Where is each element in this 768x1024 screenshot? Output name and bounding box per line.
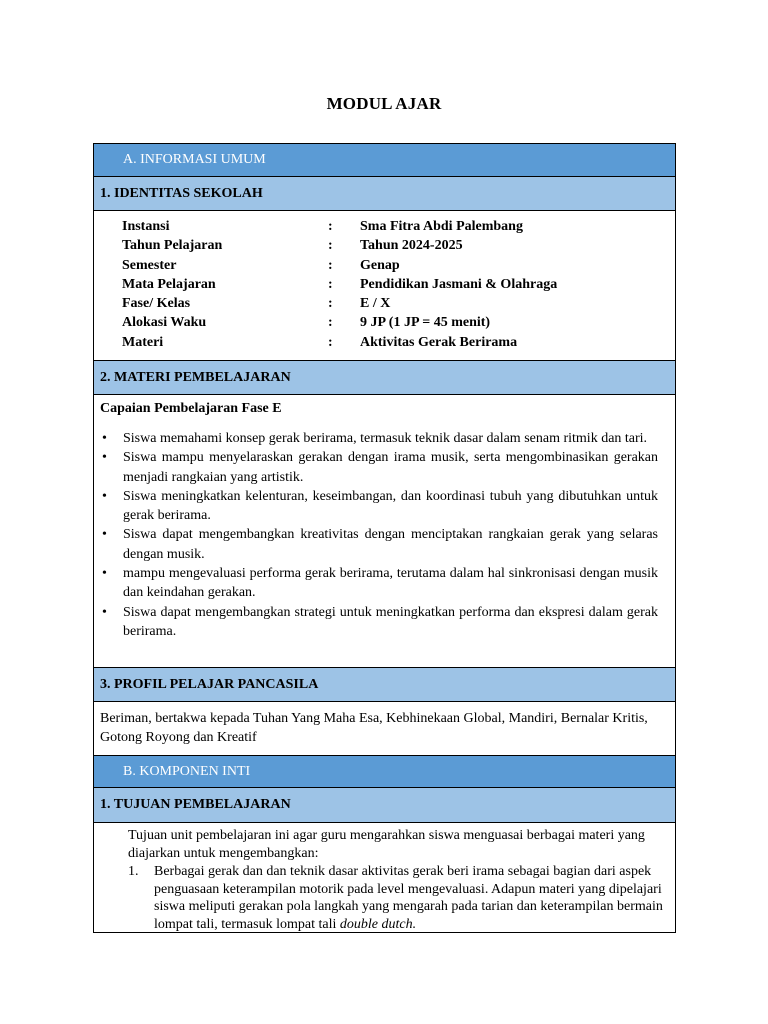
identitas-colon: :: [328, 335, 333, 350]
identitas-body: [94, 210, 675, 360]
identitas-colon: :: [328, 296, 333, 311]
profil-body: [94, 701, 675, 755]
materi-body: [94, 394, 675, 667]
bullet-icon: •: [102, 604, 107, 620]
identitas-value: Pendidikan Jasmani & Olahraga: [360, 277, 558, 292]
capaian-title: Capaian Pembelajaran Fase E: [100, 401, 282, 416]
list-item: • mampu mengevaluasi performa gerak berirama, terutama dalam hal sinkronisasi dengan musik dan keindahan gerakan.: [102, 566, 658, 601]
bullet-icon: •: [102, 450, 107, 466]
profil-header: [94, 667, 675, 701]
list-item: • Siswa meningkatkan kelenturan, keseimbangan, dan koordinasi tubuh yang dibutuhkan untuk gerak berirama.: [102, 488, 658, 524]
materi-header: [94, 360, 675, 394]
bullet-icon: •: [102, 527, 107, 543]
tujuan-intro: Tujuan unit pembelajaran ini agar guru mengarahkan siswa menguasai berbagai materi yang diajarkan untuk mengembangkan:: [128, 828, 645, 861]
profil-heading: 3. PROFIL PELAJAR PANCASILA: [100, 676, 319, 692]
bullet-icon: •: [102, 566, 107, 582]
identitas-value: Aktivitas Gerak Berirama: [360, 335, 518, 350]
identitas-value: Genap: [360, 258, 400, 273]
capaian-list: [100, 429, 658, 641]
list-item: [128, 863, 673, 933]
materi-heading: 2. MATERI PEMBELAJARAN: [100, 369, 291, 385]
list-item: • Siswa dapat mengembangkan strategi untuk meningkatkan performa dan ekspresi dalam gerak berirama.: [102, 604, 658, 639]
identitas-heading: 1. IDENTITAS SEKOLAH: [100, 185, 263, 201]
item-text: Berbagai gerak dan dan teknik dasar aktivitas gerak beri irama sebagai bagian dari aspek penguasaan keterampilan motorik pada level mengevaluasi. Adapun materi yang dipelajari siswa meliputi gerakan pola langkah yang mengarah pada tarian dan keterampilan bermain lompat tali, termasuk lompat tali double dutch.: [154, 864, 663, 932]
identitas-key: Semester: [122, 258, 177, 273]
section-b-header: [94, 755, 675, 787]
item-italic: double dutch.: [339, 916, 417, 932]
identitas-colon: :: [328, 277, 333, 292]
identitas-colon: :: [328, 258, 333, 273]
identitas-colon: :: [328, 219, 333, 234]
section-a-header: [94, 144, 675, 176]
identitas-key: Materi: [122, 335, 164, 350]
identitas-colon: :: [328, 315, 333, 330]
tujuan-body: [94, 822, 675, 932]
identitas-key: Tahun Pelajaran: [122, 238, 223, 253]
item-number: 1.: [128, 864, 139, 879]
identitas-value: Tahun 2024-2025: [360, 238, 463, 253]
identitas-key: Fase/ Kelas: [122, 296, 191, 311]
list-item: • Siswa dapat mengembangkan kreativitas dengan menciptakan rangkaian gerak yang selaras dengan musik.: [102, 527, 658, 562]
bullet-icon: •: [102, 431, 107, 446]
identitas-key: Mata Pelajaran: [122, 277, 216, 292]
identitas-value: E / X: [360, 296, 391, 311]
identitas-colon: :: [328, 238, 333, 253]
bullet-icon: •: [102, 488, 107, 504]
tujuan-heading: 1. TUJUAN PEMBELAJARAN: [100, 797, 291, 812]
section-a-label: A. INFORMASI UMUM: [123, 152, 266, 167]
list-item: • Siswa mampu menyelaraskan gerakan dengan irama musik, serta mengombinasikan gerakan menjadi rangkaian yang artistik.: [102, 450, 658, 485]
module-table: [93, 143, 676, 933]
section-b-label: B. KOMPONEN INTI: [123, 763, 251, 779]
identitas-key: Alokasi Waku: [122, 315, 207, 330]
identitas-value: Sma Fitra Abdi Palembang: [360, 219, 523, 234]
profil-text: Beriman, bertakwa kepada Tuhan Yang Maha Esa, Kebhinekaan Global, Mandiri, Bernalar Kritis, Gotong Royong dan Kreatif: [100, 711, 648, 745]
identitas-value: 9 JP (1 JP = 45 menit): [360, 315, 491, 330]
identitas-key: Instansi: [122, 219, 170, 234]
identitas-header: [94, 176, 675, 210]
document-title: MODUL AJAR: [326, 94, 442, 113]
tujuan-header: [94, 787, 675, 822]
list-item: • Siswa memahami konsep gerak berirama, termasuk teknik dasar dalam senam ritmik dan tari.: [100, 429, 658, 448]
